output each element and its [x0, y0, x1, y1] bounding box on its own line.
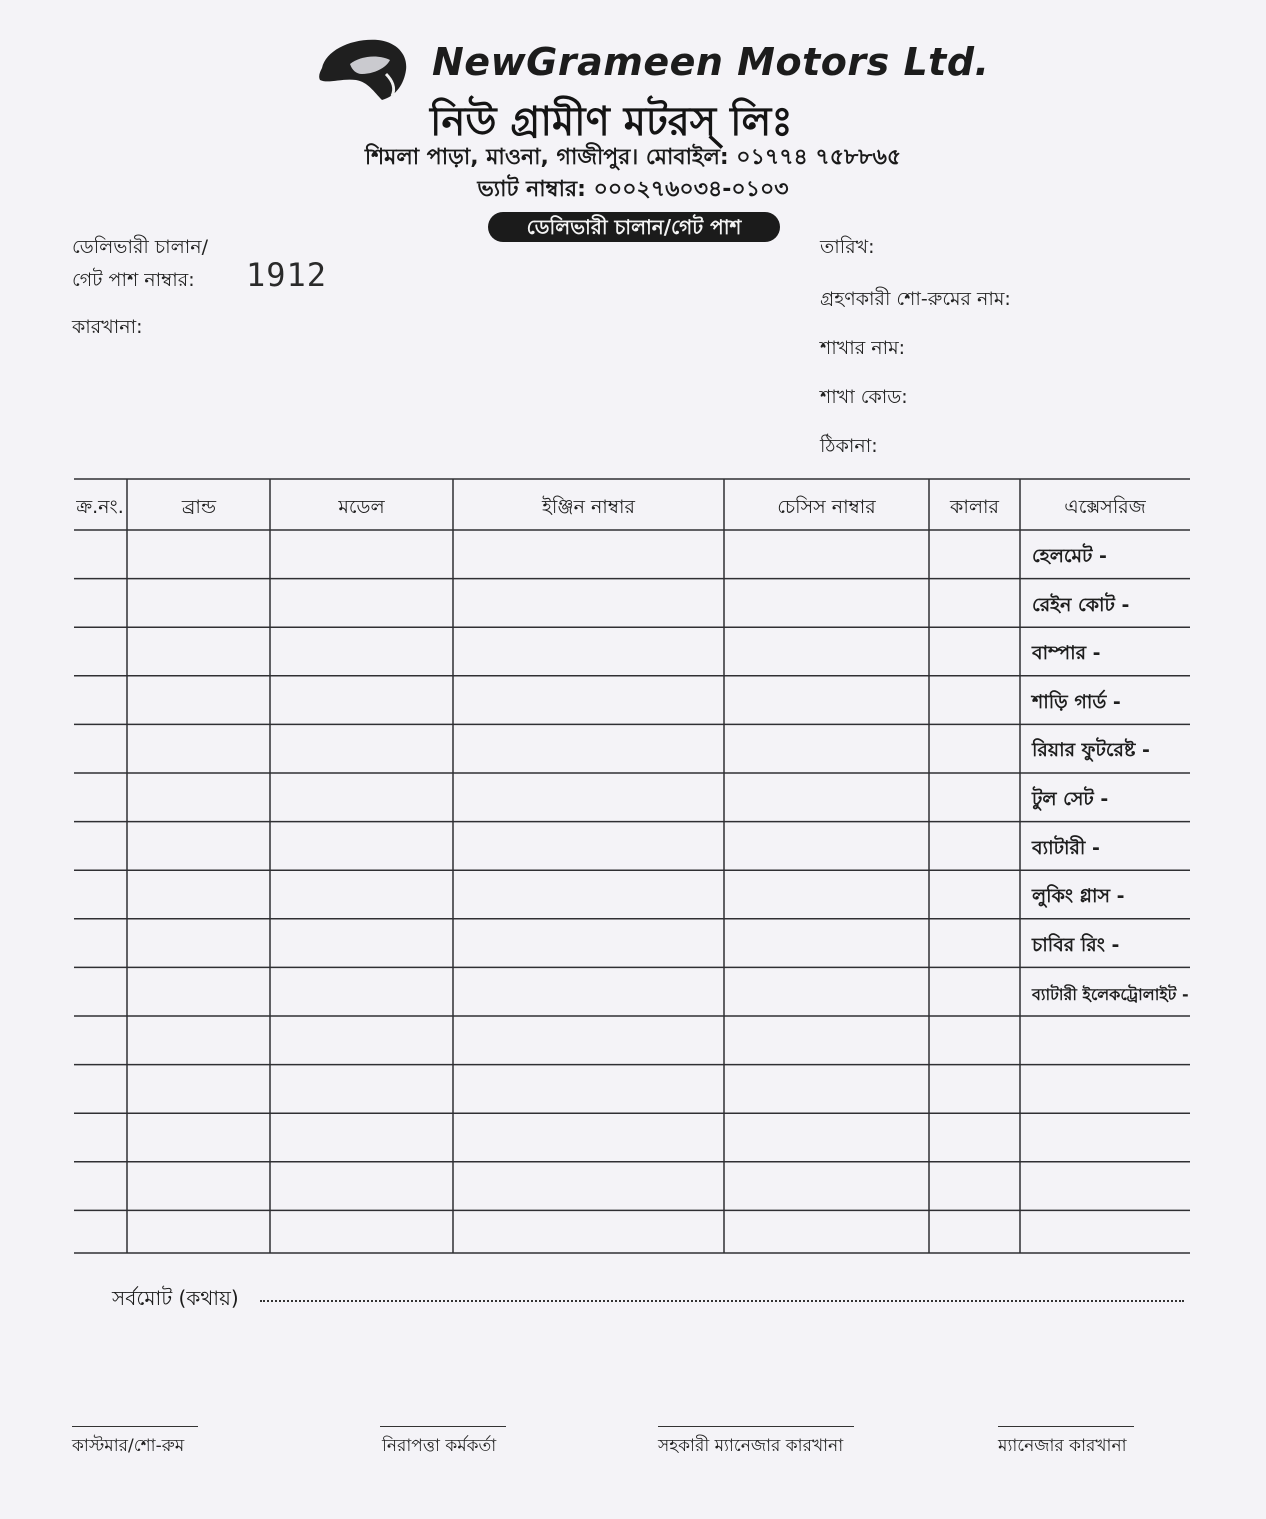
company-address: শিমলা পাড়া, মাওনা, গাজীপুর। মোবাইল: ০১৭৭৪ ৭৫৮৮৬৫: [364, 145, 902, 170]
column-header-accessories: এক্সেসরিজ: [1064, 496, 1146, 518]
accessory-item: চাবির রিং -: [1032, 934, 1120, 956]
signature-label-manager: ম্যানেজার কারখানা: [998, 1436, 1127, 1456]
accessory-item: লুকিং গ্লাস -: [1032, 885, 1125, 907]
accessory-item: বাম্পার -: [1032, 642, 1101, 664]
signature-line-manager: [998, 1426, 1134, 1427]
column-header-engine-number: ইঞ্জিন নাম্বার: [542, 496, 635, 518]
factory-label: কারখানা:: [72, 316, 143, 338]
column-header-model: মডেল: [338, 496, 385, 518]
vat-number: ভ্যাট নাম্বার: ০০০২৭৬০৩৪-০১০৩: [477, 177, 789, 202]
accessory-item: শাড়ি গার্ড -: [1032, 691, 1121, 713]
challan-number-value: 1912: [246, 256, 328, 294]
accessory-item: ব্যাটারী ইলেকট্রোলাইট -: [1032, 985, 1189, 1004]
branch-code-label: শাখা কোড:: [820, 386, 908, 408]
accessory-item: হেলমেট -: [1032, 545, 1107, 567]
column-header-chassis-number: চেসিস নাম্বার: [777, 496, 876, 518]
address-label: ঠিকানা:: [820, 435, 878, 457]
signature-line-customer: [72, 1426, 198, 1427]
signature-line-security: [380, 1426, 506, 1427]
accessory-item: টুল সেট -: [1032, 788, 1109, 810]
column-header-brand: ব্রান্ড: [181, 496, 217, 518]
branch-name-label: শাখার নাম:: [820, 337, 906, 359]
company-name-english: NewGrameen Motors Ltd.: [432, 40, 990, 84]
signature-label-security: নিরাপত্তা কর্মকর্তা: [382, 1436, 497, 1456]
total-in-words-line: [260, 1300, 1184, 1302]
signature-label-asst-manager: সহকারী ম্যানেজার কারখানা: [658, 1436, 844, 1456]
accessory-item: রিয়ার ফুটরেষ্ট -: [1032, 739, 1150, 761]
column-header-serial: ক্র.নং.: [76, 496, 124, 518]
signature-label-customer: কাস্টমার/শো-রুম: [72, 1436, 185, 1456]
signature-line-asst-manager: [658, 1426, 854, 1427]
date-label: তারিখ:: [820, 236, 875, 258]
company-name-bangla: নিউ গ্রামীণ মটরস্ লিঃ: [430, 99, 793, 145]
showroom-name-label: গ্রহণকারী শো-রুমের নাম:: [820, 288, 1011, 310]
column-header-color: কালার: [950, 496, 999, 518]
document-title-badge: ডেলিভারী চালান/গেট পাশ: [488, 212, 780, 242]
accessory-item: রেইন কোট -: [1032, 594, 1130, 616]
challan-number-label-line1: ডেলিভারী চালান/: [72, 236, 209, 258]
accessory-item: ব্যাটারী -: [1032, 837, 1100, 859]
challan-number-label-line2: গেট পাশ নাম্বার:: [72, 269, 195, 291]
total-in-words-label: সর্বমোট (কথায়): [112, 1286, 239, 1310]
